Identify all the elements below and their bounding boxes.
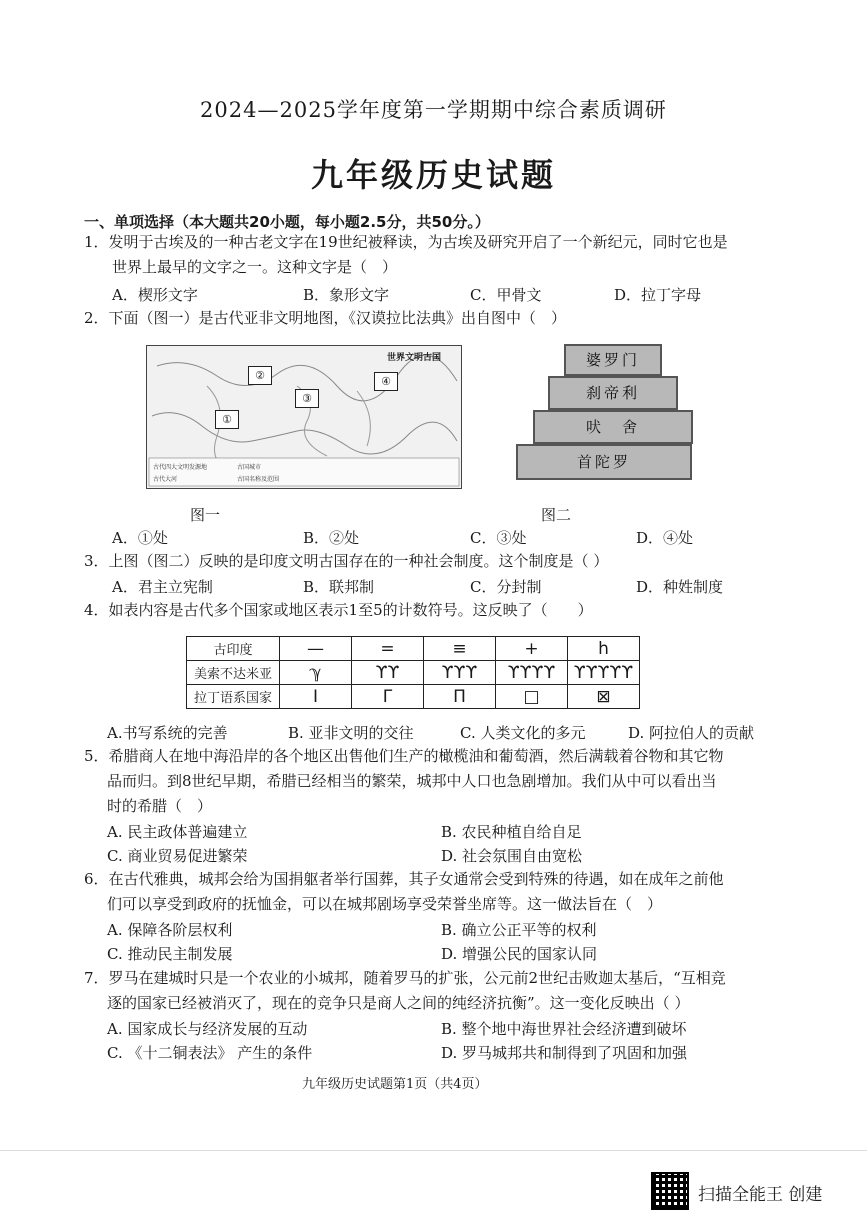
q6-text-line2: 们可以享受到政府的抚恤金，可以在城邦剧场享受荣誉坐席等。这一做法旨在（ ） xyxy=(107,895,663,913)
scanner-watermark: 扫描全能王 创建 xyxy=(698,1185,823,1205)
q4-option-d: D. 阿拉伯人的贡献 xyxy=(628,724,755,742)
q1-option-c: C．甲骨文 xyxy=(470,286,542,304)
map-label-2: ② xyxy=(248,366,272,385)
section-heading: 一、单项选择（本大题共20小题，每小题2.5分，共50分。） xyxy=(84,213,490,231)
ancient-civilizations-map xyxy=(146,345,462,489)
q7-text-line1: 7．罗马在建城时只是一个农业的小城邦，随着罗马的扩张，公元前2世纪击败迦太基后，“互相竞 xyxy=(84,969,726,987)
table-cell: h xyxy=(568,637,640,661)
table-cell: ϒϒϒϒϒ xyxy=(568,661,640,685)
q7-text-line2: 逐的国家已经被消灭了，现在的竞争只是商人之间的纯经济抗衡”。这一变化反映出（ ） xyxy=(107,994,690,1012)
q5-text-line2: 品而归。到8世纪早期，希腊已经相当的繁荣，城邦中人口也急剧增加。我们从中可以看出当 xyxy=(107,772,717,790)
table-row xyxy=(187,685,640,709)
q4-option-c: C. 人类文化的多元 xyxy=(460,724,586,742)
table-cell: ℽ xyxy=(280,661,352,685)
q4-option-b: B. 亚非文明的交往 xyxy=(288,724,414,742)
q5-text-line3: 时的希腊（ ） xyxy=(107,797,213,815)
table-row-label: 拉丁语系国家 xyxy=(187,685,280,709)
q3-option-d: D．种姓制度 xyxy=(636,578,724,596)
q2-option-b: B．②处 xyxy=(303,529,360,547)
q6-option-b: B. 确立公正平等的权利 xyxy=(441,921,597,939)
table-cell: Ⅰ xyxy=(280,685,352,709)
q5-text-line1: 5．希腊商人在地中海沿岸的各个地区出售他们生产的橄榄油和葡萄酒，然后满载着谷物和其它物 xyxy=(84,747,724,765)
q2-text-line1: 2．下面（图一）是古代亚非文明地图，《汉谟拉比法典》出自图中（ ） xyxy=(84,309,567,327)
table-cell: ϒϒ xyxy=(352,661,424,685)
table-row xyxy=(187,637,640,661)
q3-option-c: C．分封制 xyxy=(470,578,542,596)
pyramid-tier-2: 刹帝利 xyxy=(548,376,678,410)
table-cell: ⊠ xyxy=(568,685,640,709)
table-row-label: 古印度 xyxy=(187,637,280,661)
caste-pyramid xyxy=(514,340,694,485)
figure-2-caption: 图二 xyxy=(541,506,572,524)
q2-option-d: D．④处 xyxy=(636,529,694,547)
q6-option-d: D. 增强公民的国家认同 xyxy=(441,945,598,963)
table-cell: ϒϒϒϒ xyxy=(496,661,568,685)
table-cell: = xyxy=(352,637,424,661)
q4-option-a: A.书写系统的完善 xyxy=(107,724,228,742)
map-legend-2: 古代大河 xyxy=(153,476,178,483)
table-cell: □ xyxy=(496,685,568,709)
table-cell: + xyxy=(496,637,568,661)
map-label-1: ① xyxy=(215,410,239,429)
q7-option-a: A. 国家成长与经济发展的互动 xyxy=(107,1020,308,1038)
pyramid-tier-4: 首陀罗 xyxy=(516,444,692,480)
map-label-3: ③ xyxy=(295,389,319,408)
map-title: 世界文明古国 xyxy=(387,353,442,363)
pyramid-tier-1: 婆罗门 xyxy=(564,344,662,376)
table-cell: ≡ xyxy=(424,637,496,661)
q4-text-line1: 4．如表内容是古代多个国家或地区表示1至5的计数符号。这反映了（ ） xyxy=(84,601,593,619)
q1-option-b: B．象形文字 xyxy=(303,286,390,304)
map-legend-3: 古国城市 xyxy=(237,464,262,471)
q5-option-a: A. 民主政体普遍建立 xyxy=(107,823,248,841)
numeral-table xyxy=(186,636,640,709)
map-legend-4: 古国名称及范围 xyxy=(237,476,280,483)
q3-text-line1: 3．上图（图二）反映的是印度文明古国存在的一种社会制度。这个制度是（ ） xyxy=(84,552,609,570)
table-row-label: 美索不达米亚 xyxy=(187,661,280,685)
q5-option-c: C. 商业贸易促进繁荣 xyxy=(107,847,248,865)
qr-code-icon xyxy=(651,1172,689,1210)
q7-option-d: D. 罗马城邦共和制得到了巩固和加强 xyxy=(441,1044,688,1062)
q3-option-b: B．联邦制 xyxy=(303,578,375,596)
q7-option-b: B. 整个地中海世界社会经济遭到破坏 xyxy=(441,1020,687,1038)
figure-1-caption: 图一 xyxy=(190,506,221,524)
q5-option-b: B. 农民种植自给自足 xyxy=(441,823,582,841)
q5-option-d: D. 社会氛围自由宽松 xyxy=(441,847,583,865)
q1-option-a: A．楔形文字 xyxy=(112,286,198,304)
q3-option-a: A．君主立宪制 xyxy=(112,578,213,596)
table-row xyxy=(187,661,640,685)
q6-option-c: C. 推动民主制发展 xyxy=(107,945,233,963)
q7-option-c: C. 《十二铜表法》 产生的条件 xyxy=(107,1044,313,1062)
table-cell: Π xyxy=(424,685,496,709)
map-legend-1: 古代四大文明发源地 xyxy=(153,464,208,471)
q6-option-a: A. 保障各阶层权利 xyxy=(107,921,233,939)
q1-text-line1: 1．发明于古埃及的一种古老文字在19世纪被释读，为古埃及研究开启了一个新纪元，同时它也是 xyxy=(84,233,728,251)
page-footer: 九年级历史试题第1页（共4页） xyxy=(302,1077,488,1092)
q2-option-a: A．①处 xyxy=(112,529,168,547)
table-cell: Γ xyxy=(352,685,424,709)
q1-option-d: D．拉丁字母 xyxy=(614,286,702,304)
map-label-4: ④ xyxy=(374,372,398,391)
q2-option-c: C．③处 xyxy=(470,529,527,547)
exam-title: 九年级历史试题 xyxy=(310,156,556,194)
q6-text-line1: 6．在古代雅典，城邦会给为国捐躯者举行国葬，其子女通常会受到特殊的待遇，如在成年之前他 xyxy=(84,870,724,888)
exam-subtitle: 2024—2025学年度第一学期期中综合素质调研 xyxy=(200,98,667,122)
table-cell: ϒϒϒ xyxy=(424,661,496,685)
q1-text-line2: 世界上最早的文字之一。这种文字是（ ） xyxy=(112,258,398,276)
table-cell: — xyxy=(280,637,352,661)
pyramid-tier-3: 吠 舍 xyxy=(533,410,693,444)
page-divider xyxy=(0,1150,867,1151)
